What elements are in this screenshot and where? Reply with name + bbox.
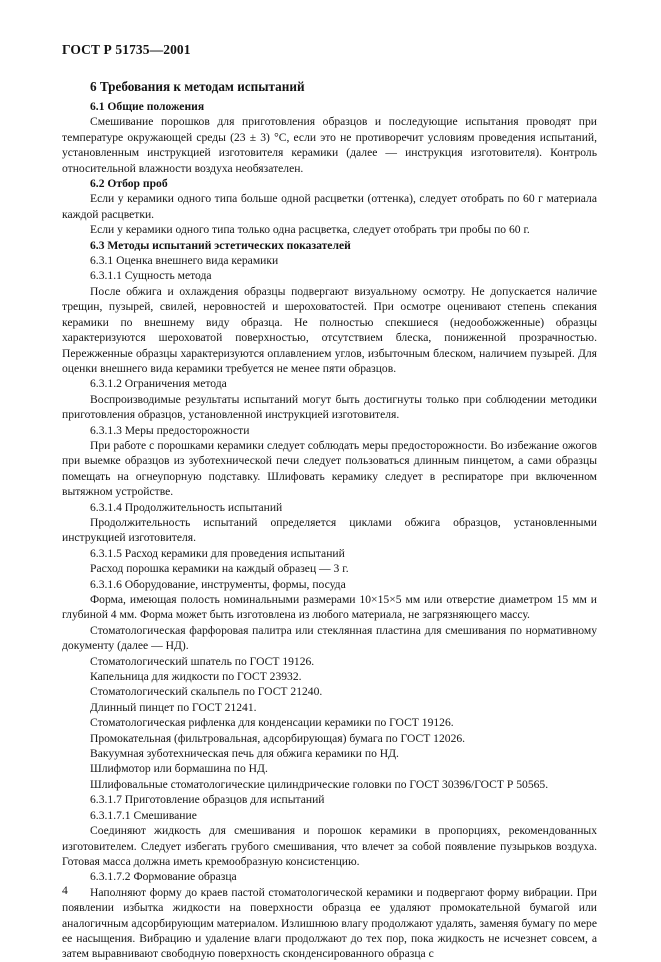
section-6-3-1-1-text: После обжига и охлаждения образцы подвергают визуальному осмотру. Не допускается наличие трещин, пузырей, свилей, неровностей и шероховатостей. При осмотре оценивают степень спекания керамики по внешнему виду образца. Не полностью спекшиеся (недообожженные) образцы характеризуются шероховатой поверхностью, отсутствием блеска, пониженной прозрачностью. Пережженные образцы характеризуются оплавлением углов, избыточным блеском, наличием пузырей. Для оценки внешнего вида керамики требуется не менее пяти образцов. xyxy=(62,284,597,375)
section-6-3-1-6-title: 6.3.1.6 Оборудование, инструменты, формы, посуда xyxy=(90,577,346,591)
section-6-3-1-7-1-text: Соединяют жидкость для смешивания и порошок керамики в пропорциях, рекомендованных изготовителем. Следует избегать грубого смешивания, что влечет за собой появление пузырьков воздуха. Готовая масса должна иметь кремообразную консистенцию. xyxy=(62,824,597,868)
page-number: 4 xyxy=(62,884,68,897)
section-6-3-title: 6.3 Методы испытаний эстетических показателей xyxy=(90,238,351,252)
section-6-3-1-2-title: 6.3.1.2 Ограничения метода xyxy=(90,377,227,391)
section-6-3-1-5-title: 6.3.1.5 Расход керамики для проведения испытаний xyxy=(90,546,345,560)
equipment-item: Шлифовальные стоматологические цилиндрические головки по ГОСТ 30396/ГОСТ Р 50565. xyxy=(90,777,549,791)
section-6-2-text-2: Если у керамики одного типа только одна расцветка, следует отобрать три пробы по 60 г. xyxy=(90,223,530,237)
standard-code-header: ГОСТ Р 51735—2001 xyxy=(62,42,191,57)
section-6-3-1-5-text: Расход порошка керамики на каждый образец — 3 г. xyxy=(90,562,349,576)
section-6-1-title: 6.1 Общие положения xyxy=(90,100,205,113)
equipment-item: Шлифмотор или бормашина по НД. xyxy=(90,762,268,776)
section-6-3-1-7-2-text: Наполняют форму до краев пастой стоматологической керамики и подвергают форму вибрации. При появлении избытка жидкости на поверхности образца ее удаляют промокательной бумагой или аналогичным адсорбирующим материалом. Излишнюю влагу продолжают удалять, заменяя бумагу по мере ее насыщения. Вибрацию и удаление влаги продолжают до тех пор, пока жидкость не исчезнет совсем, а затем выравнивают свободную поверхность сконденсированного образца с xyxy=(62,885,597,961)
equipment-item: Вакуумная зуботехническая печь для обжига керамики по НД. xyxy=(90,747,399,761)
equipment-item: Длинный пинцет по ГОСТ 21241. xyxy=(90,700,257,714)
equipment-item: Стоматологическая фарфоровая палитра или стеклянная пластина для смешивания по нормативному документу (далее — НД). xyxy=(62,623,597,653)
section-6-3-1-7-2-title: 6.3.1.7.2 Формование образца xyxy=(90,870,237,884)
section-6-title: 6 Требования к методам испытаний xyxy=(90,79,305,94)
page-content xyxy=(62,78,597,962)
section-6-3-1-1-title: 6.3.1.1 Сущность метода xyxy=(90,269,212,283)
section-6-3-1-7-title: 6.3.1.7 Приготовление образцов для испытаний xyxy=(90,793,325,807)
section-6-3-1-2-text: Воспроизводимые результаты испытаний могут быть достигнуты только при соблюдении методики приготовления образцов, установленной инструкцией изготовителя. xyxy=(62,392,597,422)
equipment-item: Стоматологическая рифленка для конденсации керамики по ГОСТ 19126. xyxy=(90,716,454,730)
section-6-2-text-1: Если у керамики одного типа больше одной расцветки (оттенка), следует отобрать по 60 г материала каждой расцветки. xyxy=(62,192,597,221)
section-6-1-text: Смешивание порошков для приготовления образцов и последующие испытания проводят при температуре окружающей среды (23 ± 3) °С, если это не противоречит условиям проведения испытаний, установленным инструкцией изготовителя керамики (далее — инструкция изготовителя). Контроль относительной влажности воздуха необязателен. xyxy=(62,115,597,175)
equipment-item: Форма, имеющая полость номинальными размерами 10×15×5 мм или отверстие диаметром 15 мм и глубиной 4 мм. Форма может быть изготовлена из любого материала, не загрязняющего массу. xyxy=(62,593,597,622)
section-6-3-1-title: 6.3.1 Оценка внешнего вида керамики xyxy=(90,254,279,268)
equipment-item: Капельница для жидкости по ГОСТ 23932. xyxy=(90,670,302,684)
section-6-3-1-4-text: Продолжительность испытаний определяется циклами обжига образцов, установленными инструкцией изготовителя. xyxy=(62,515,597,545)
equipment-item: Промокательная (фильтровальная, адсорбирующая) бумага по ГОСТ 12026. xyxy=(90,731,466,745)
equipment-item: Стоматологический шпатель по ГОСТ 19126. xyxy=(90,654,315,668)
equipment-item: Стоматологический скальпель по ГОСТ 21240. xyxy=(90,685,323,699)
section-6-2-title: 6.2 Отбор проб xyxy=(90,177,168,191)
section-6-3-1-3-text: При работе с порошками керамики следует соблюдать меры предосторожности. Во избежание ожогов при выемке образцов из зуботехнической печи следует пользоваться длинным пинцетом, а сами образцы помещать на огнеупорную подставку. Шлифовать керамику следует в респираторе при включенном вытяжном устройстве. xyxy=(62,438,597,499)
section-6-3-1-4-title: 6.3.1.4 Продолжительность испытаний xyxy=(90,500,283,514)
section-6-3-1-7-1-title: 6.3.1.7.1 Смешивание xyxy=(90,808,197,822)
section-6-3-1-3-title: 6.3.1.3 Меры предосторожности xyxy=(90,423,250,437)
